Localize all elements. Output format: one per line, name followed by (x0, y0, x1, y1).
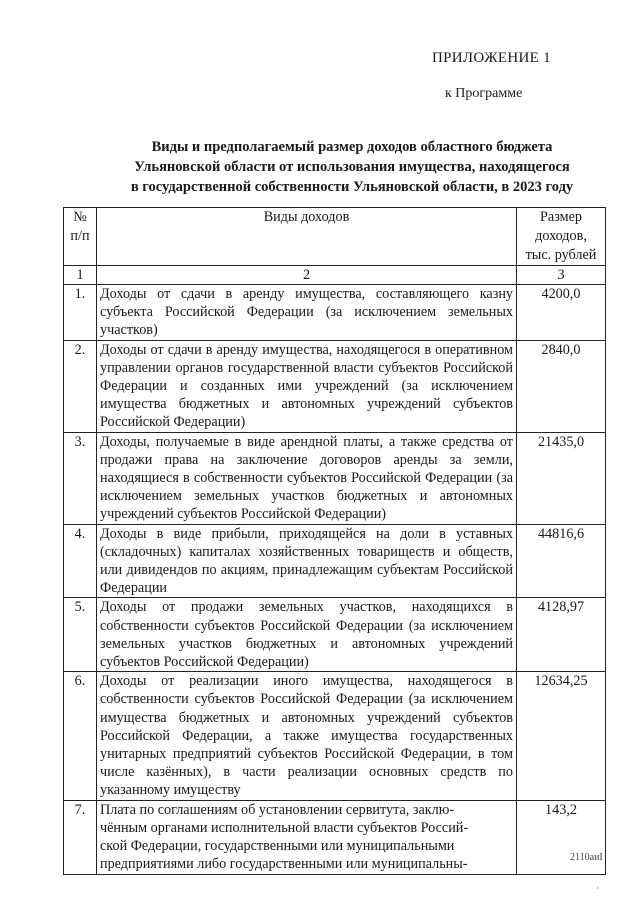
row-text-line: ской Федерации, государственными или муниципальными (100, 838, 455, 855)
row-amount: 12634,25 (517, 672, 606, 800)
document-title (90, 137, 614, 197)
header-amount-line: Размер (540, 209, 582, 225)
program-label: к Программе (445, 86, 523, 101)
table-row (64, 285, 606, 341)
row-number: 1. (64, 285, 97, 341)
table-row (64, 524, 606, 598)
row-amount: 44816,6 (517, 524, 606, 598)
row-amount: 143,2 (517, 800, 606, 874)
row-income-type: Доходы, получаемые в виде арендной платы, а также средства от продажи права на заключение договоров аренды за земли, находящиеся в собственности субъектов Российской Федерации (за исключением земельных участков бюджетных и автономных учреждений субъектов Российской Федерации) (97, 432, 517, 524)
row-number: 7. (64, 800, 97, 874)
column-index: 3 (517, 266, 606, 285)
header-income-type: Виды доходов (97, 208, 517, 266)
row-number: 6. (64, 672, 97, 800)
row-number: 5. (64, 598, 97, 672)
header-amount (517, 208, 606, 266)
row-income-type (97, 800, 517, 874)
header-amount-line: доходов, (535, 228, 587, 244)
table-row (64, 340, 606, 432)
income-table (63, 207, 606, 875)
row-amount: 4128,97 (517, 598, 606, 672)
row-income-type: Доходы от сдачи в аренду имущества, составляющего казну субъекта Российской Федерации (за исключением земельных участков) (97, 285, 517, 341)
column-index-row (64, 266, 606, 285)
title-line-2: Ульяновской области от использования имущества, находящегося (134, 159, 570, 175)
title-line-1: Виды и предполагаемый размер доходов областного бюджета (151, 139, 553, 155)
column-index: 2 (97, 266, 517, 285)
row-income-type: Доходы от реализации иного имущества, находящегося в собственности субъектов Российской Федерации (за исключением имущества бюджетных и автономных учреждений субъектов Российской Федерации, а также имущества государственных унитарных предприятий субъектов Российской Федерации, в том числе казённых), в части реализации основных средств по указанному имуществу (97, 672, 517, 800)
table-row (64, 432, 606, 524)
row-amount: 4200,0 (517, 285, 606, 341)
appendix-label: ПРИЛОЖЕНИЕ 1 (432, 50, 551, 66)
row-amount: 21435,0 (517, 432, 606, 524)
row-income-type: Доходы от сдачи в аренду имущества, находящегося в оперативном управлении органов государственной власти субъектов Российской Федерации и созданных ими учреждений (за исключением имущества бюджетных и автономных учреждений субъектов Российской Федерации) (97, 340, 517, 432)
table-row (64, 672, 606, 800)
row-number: 3. (64, 432, 97, 524)
header-number-line: п/п (70, 228, 90, 244)
row-number: 4. (64, 524, 97, 598)
title-line-3: в государственной собственности Ульяновской области, в 2023 году (130, 179, 574, 195)
row-text-line: чённым органами исполнительной власти субъектов Россий- (100, 819, 469, 836)
column-index: 1 (64, 266, 97, 285)
header-number (64, 208, 97, 266)
row-text-line: Плата по соглашениям об установлении сервитута, заклю- (100, 801, 455, 818)
row-income-type: Доходы в виде прибыли, приходящейся на доли в уставных (складочных) капиталах хозяйственных товариществ и обществ, или дивидендов по акциям, принадлежащим субъектам Российской Федерации (97, 524, 517, 598)
document-code: 2110аиI (570, 852, 603, 863)
row-income-type: Доходы от продажи земельных участков, находящихся в собственности субъектов Российской Федерации (за исключением земельных участков бюджетных и автономных учреждений субъектов Российской Федерации) (97, 598, 517, 672)
table-row (64, 800, 606, 874)
header-amount-line: тыс. рублей (525, 247, 597, 263)
row-amount: 2840,0 (517, 340, 606, 432)
table-row (64, 598, 606, 672)
row-number: 2. (64, 340, 97, 432)
row-text-line: предприятиями либо государственными или муниципальны- (100, 856, 468, 873)
header-number-line: № (73, 209, 87, 225)
table-header-row (64, 208, 606, 266)
scan-mark: ᶜ (597, 885, 599, 893)
